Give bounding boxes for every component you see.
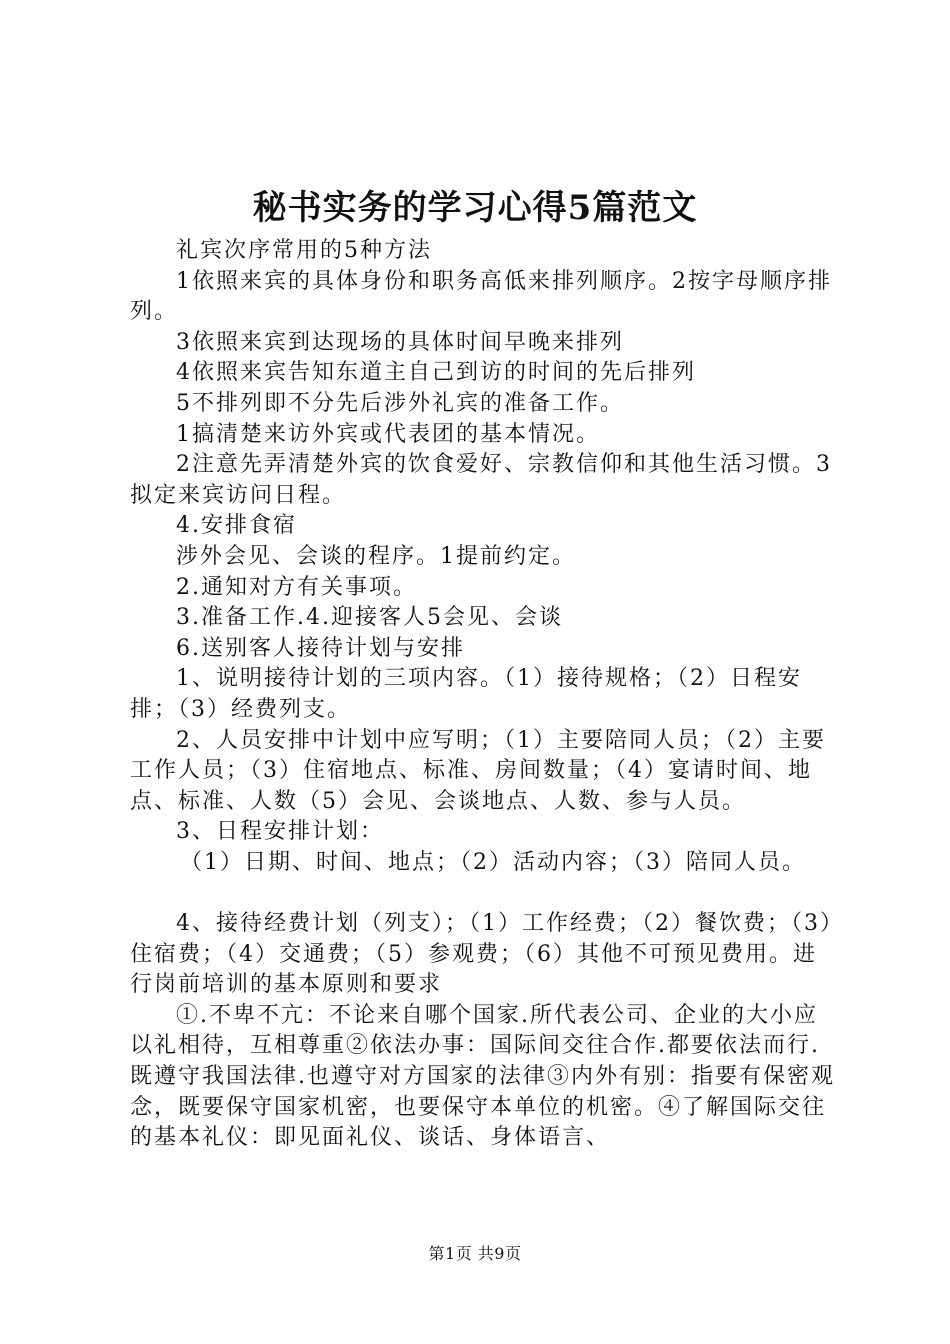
paragraph: 涉外会见、会谈的程序。1提前约定。 [176, 543, 576, 569]
paragraph: 3.准备工作.4.迎接客人5会见、会谈 [176, 605, 563, 631]
document-title: 秘书实务的学习心得5篇范文 [252, 188, 698, 228]
paragraph: 2.通知对方有关事项。 [176, 574, 417, 600]
page-footer: 第1页 共9页 [428, 1244, 522, 1263]
paragraph: 1、说明接待计划的三项内容。（1）接待规格；（2）日程安排；（3）经费列支。 [130, 666, 802, 722]
paragraph: 5不排列即不分先后涉外礼宾的准备工作。 [176, 390, 624, 416]
paragraph: 3、日程安排计划： [176, 819, 384, 845]
blank-line [130, 878, 840, 909]
paragraph: 4依照来宾告知东道主自己到访的时间的先后排列 [176, 360, 696, 386]
document-body [130, 236, 840, 1154]
paragraph: 1依照来宾的具体身份和职务高低来排列顺序。2按字母顺序排列。 [130, 268, 832, 325]
paragraph: 6.送别客人接待计划与安排 [176, 635, 465, 661]
paragraph: 2注意先弄清楚外宾的饮食爱好、宗教信仰和其他生活习惯。3拟定来宾访问日程。 [130, 452, 832, 508]
paragraph: 3依照来宾到达现场的具体时间早晚来排列 [176, 329, 624, 355]
paragraph: 4.安排食宿 [176, 513, 297, 539]
paragraph: 4、接待经费计划（列支）；（1）工作经费；（2）餐饮费；（3）住宿费；（4）交通费；（5）参观费；（6）其他不可预见费用。进行岗前培训的基本原则和要求 [130, 911, 833, 998]
paragraph: ①.不卑不亢：不论来自哪个国家.所代表公司、企业的大小应以礼相待，互相尊重②依法办事：国际间交往合作.都要依法而行.既遵守我国法律.也遵守对方国家的法律③内外有别：指要有保密观念，既要保守国家机密，也要保守本单位的机密。④了解国际交往的基本礼仪：即见面礼仪、谈话、身体语言、 [130, 1002, 835, 1151]
paragraph: 礼宾次序常用的5种方法 [176, 238, 432, 263]
paragraph: 2、人员安排中计划中应写明；（1）主要陪同人员；（2）主要工作人员；（3）住宿地点、标准、房间数量；（4）宴请时间、地点、标准、人数（5）会见、会谈地点、人数、参与人员。 [130, 727, 826, 814]
paragraph: 1搞清楚来访外宾或代表团的基本情况。 [176, 421, 600, 447]
paragraph: （1）日期、时间、地点；（2）活动内容；（3）陪同人员。 [180, 849, 806, 875]
